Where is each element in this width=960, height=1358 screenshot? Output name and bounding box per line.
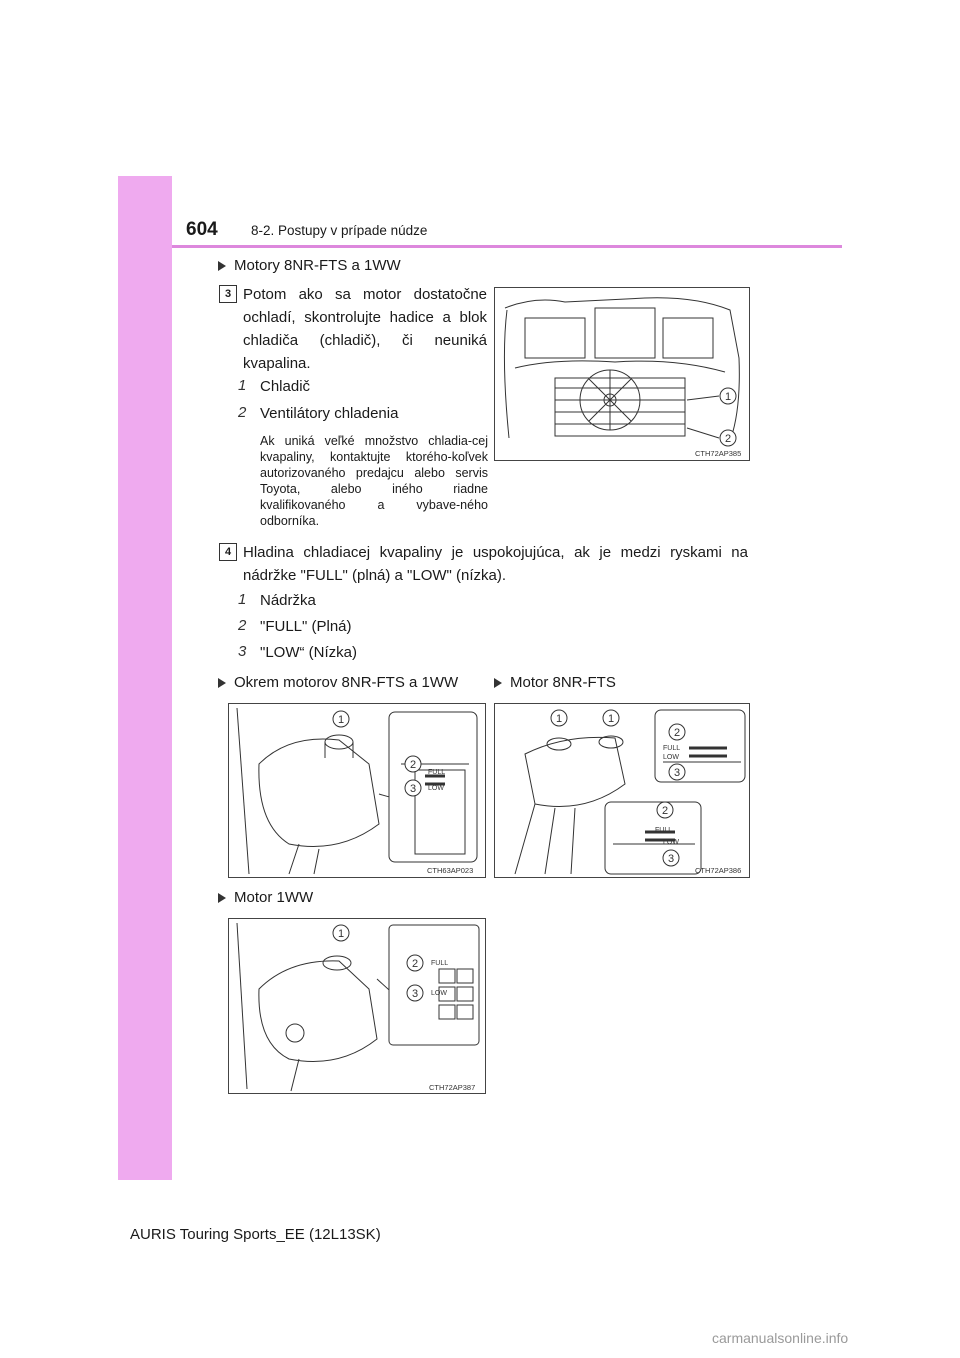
engine-bay-drawing: [495, 288, 749, 460]
svg-text:1: 1: [555, 713, 563, 725]
triangle-bullet-icon: [218, 678, 226, 688]
figure-code: CTH72AP385: [695, 449, 742, 458]
item-number: 1: [238, 377, 247, 394]
bullet-label: Motor 1WW: [234, 889, 314, 906]
chapter-tab: [118, 176, 172, 1180]
svg-text:3: 3: [667, 853, 675, 865]
bullet-8nr-fts: [494, 671, 616, 694]
callout-3: [669, 764, 685, 780]
callout-2: [720, 430, 736, 446]
callout-1: [720, 388, 736, 404]
svg-text:1: 1: [337, 714, 345, 726]
triangle-bullet-icon: [218, 893, 226, 903]
item-label-full: "FULL" (Plná): [260, 618, 352, 635]
footer-model: AURIS Touring Sports_EE (12L13SK): [130, 1226, 381, 1243]
callout-2: [657, 802, 673, 818]
step-number-3: 3: [219, 285, 237, 303]
reservoir-drawing-1ww: [229, 919, 485, 1093]
svg-text:2: 2: [411, 958, 419, 970]
svg-text:LOW: LOW: [431, 990, 447, 997]
item-number: 1: [238, 591, 247, 608]
callout-2: [405, 756, 421, 772]
svg-text:FULL: FULL: [428, 769, 446, 776]
callout-3: [407, 985, 423, 1001]
svg-text:2: 2: [409, 759, 417, 771]
figure-code: CTH72AP387: [429, 1083, 476, 1092]
item-label-low: "LOW“ (Nízka): [260, 644, 357, 661]
reservoir-figure-8nr: [494, 703, 750, 878]
bullet-label: Okrem motorov 8NR-FTS a 1WW: [234, 674, 459, 691]
reservoir-figure-1ww: [228, 918, 486, 1094]
reservoir-figure-other: [228, 703, 486, 878]
step4-paragraph: Hladina chladiacej kvapaliny je uspokojujúca, ak je medzi ryskami na nádržke "FULL" (plná) a "LOW" (nízka).: [243, 544, 748, 584]
step3-paragraph: Potom ako sa motor dostatočne ochladí, skontrolujte hadice a blok chladiča (chladič), či neuniká kvapalina.: [243, 286, 487, 372]
triangle-bullet-icon: [218, 261, 226, 271]
bullet-label: Motor 8NR-FTS: [510, 674, 616, 691]
section-title: 8-2. Postupy v prípade núdze: [251, 223, 428, 238]
callout-3: [405, 780, 421, 796]
svg-text:3: 3: [673, 767, 681, 779]
header-rule: [172, 245, 842, 248]
step-number-4: 4: [219, 543, 237, 561]
bullet-engines: [218, 254, 401, 277]
item-label-tank: Nádržka: [260, 592, 316, 609]
callout-1: [333, 711, 349, 727]
callout-3: [663, 850, 679, 866]
svg-text:3: 3: [411, 988, 419, 1000]
callout-1: [551, 710, 567, 726]
bullet-label: Motory 8NR-FTS a 1WW: [234, 257, 401, 274]
bullet-1ww: [218, 886, 313, 909]
callout-2: [407, 955, 423, 971]
item-number: 2: [238, 617, 247, 634]
page-number: 604: [186, 219, 218, 240]
svg-text:1: 1: [337, 928, 345, 940]
watermark: carmanualsonline.info: [712, 1330, 849, 1346]
svg-text:FULL: FULL: [663, 745, 681, 752]
reservoir-drawing-8nr: [495, 704, 749, 877]
svg-text:LOW: LOW: [663, 754, 679, 761]
svg-text:LOW: LOW: [428, 785, 444, 792]
triangle-bullet-icon: [494, 678, 502, 688]
step3-note: Ak uniká veľké množstvo chladia-cej kvapaliny, kontaktujte ktorého-koľvek autorizovaného predajcu alebo servis Toyota, alebo iného riadne kvalifikovaného a vybave-ného odborníka.: [260, 434, 488, 528]
item-number: 3: [238, 643, 247, 660]
callout-2: [669, 724, 685, 740]
svg-text:1: 1: [724, 391, 732, 403]
engine-bay-figure: [494, 287, 750, 461]
svg-text:FULL: FULL: [655, 827, 673, 834]
svg-text:2: 2: [661, 805, 669, 817]
callout-1: [603, 710, 619, 726]
svg-text:LOW: LOW: [663, 839, 679, 846]
item-number: 2: [238, 404, 247, 421]
svg-text:1: 1: [607, 713, 615, 725]
svg-text:2: 2: [724, 433, 732, 445]
callout-1: [333, 925, 349, 941]
figure-code: CTH63AP023: [427, 866, 474, 875]
item-label-radiator: Chladič: [260, 378, 311, 395]
reservoir-drawing-other: [229, 704, 485, 877]
bullet-other-engines: [218, 671, 458, 694]
svg-text:FULL: FULL: [431, 960, 449, 967]
item-label-fans: Ventilátory chladenia: [260, 405, 399, 422]
figure-code: CTH72AP386: [695, 866, 742, 875]
svg-text:2: 2: [673, 727, 681, 739]
svg-text:3: 3: [409, 783, 417, 795]
